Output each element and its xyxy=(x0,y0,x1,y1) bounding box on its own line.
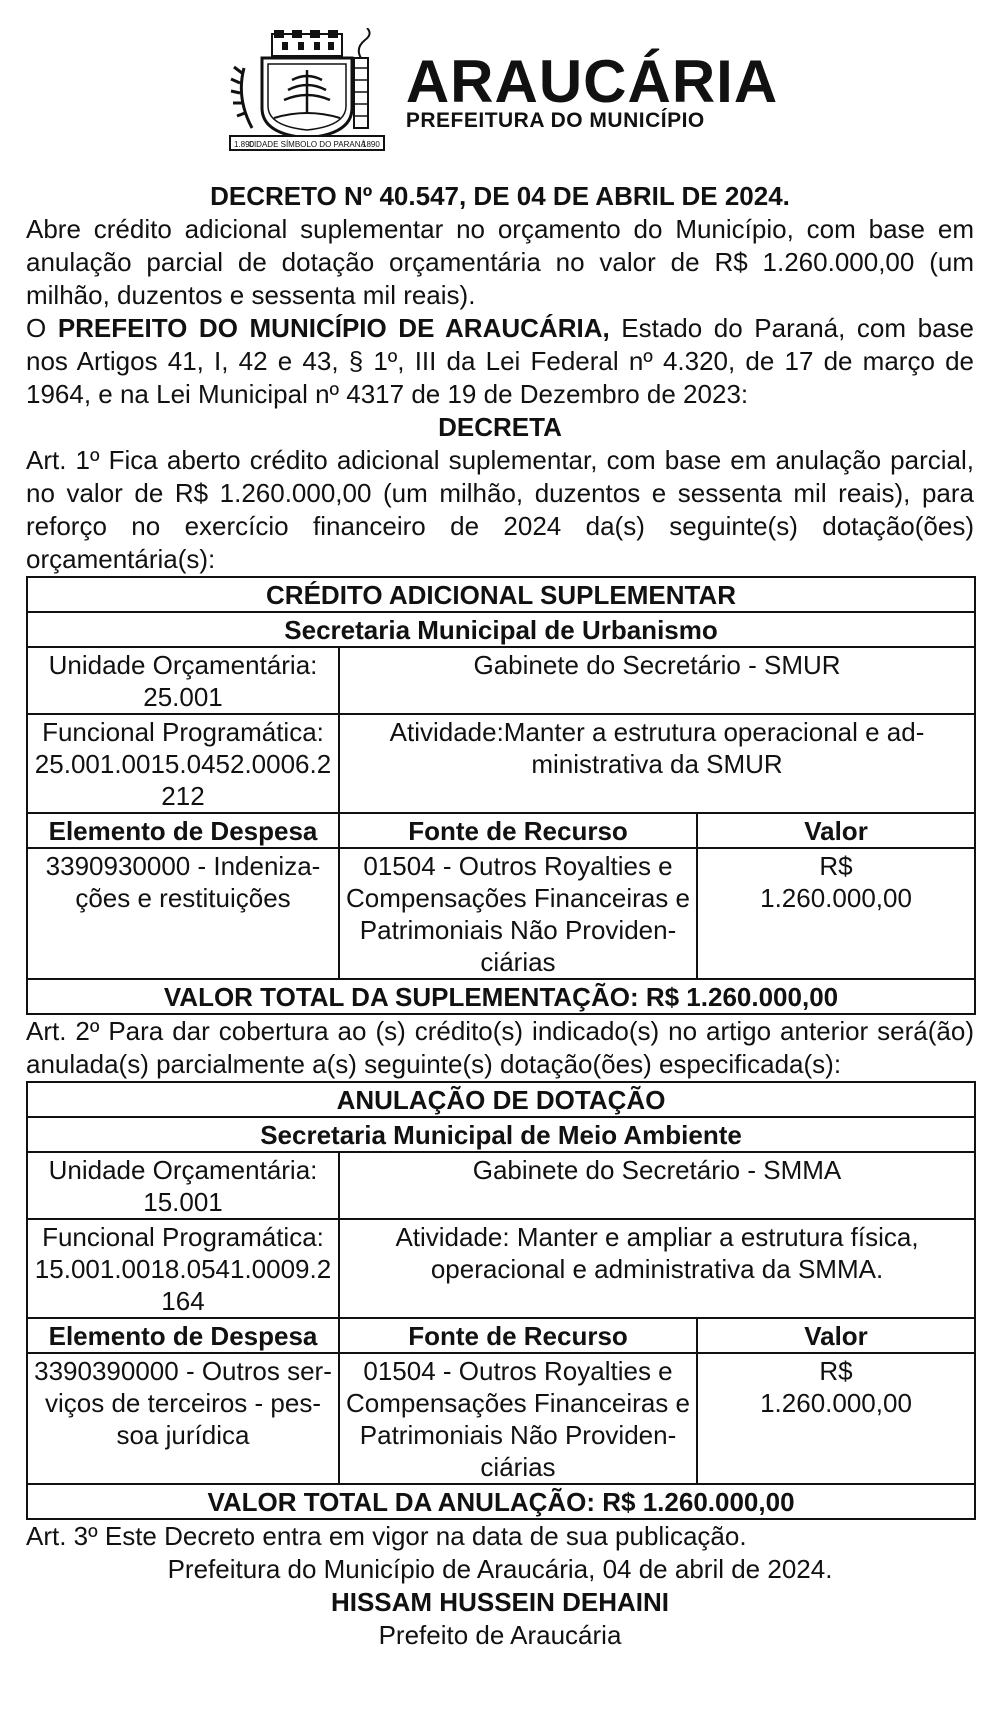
credit-col-fonte: Fonte de Recurso xyxy=(339,813,697,848)
annulment-col-valor: Valor xyxy=(697,1318,975,1353)
credit-unidade-name: Gabinete do Secretário - SMUR xyxy=(339,647,975,714)
annulment-col-fonte: Fonte de Recurso xyxy=(339,1318,697,1353)
annulment-atividade-cell xyxy=(339,1219,975,1318)
annulment-fonte-1: 01504 - Outros Royalties e xyxy=(363,1356,673,1386)
credit-funcional-code-2: 212 xyxy=(161,781,205,811)
credit-fonte-cell xyxy=(339,848,697,979)
annulment-atividade-1: Atividade: Manter e ampliar a estrutura física, xyxy=(395,1222,919,1252)
annulment-total: VALOR TOTAL DA ANULAÇÃO: R$ 1.260.000,00 xyxy=(27,1484,975,1519)
place-date: Prefeitura do Município de Araucária, 04 de abril de 2024. xyxy=(167,1554,833,1584)
annulment-col-elemento: Elemento de Despesa xyxy=(27,1318,339,1353)
annulment-table-title: ANULAÇÃO DE DOTAÇÃO xyxy=(27,1082,975,1117)
preamble-bold: PREFEITO DO MUNICÍPIO DE ARAUCÁRIA, xyxy=(57,313,610,343)
decreta-heading: DECRETA xyxy=(438,412,562,442)
credit-table xyxy=(26,576,976,1015)
credit-valor-cell xyxy=(697,848,975,979)
preamble-rest: Estado do Paraná, com base nos Artigos 41, I, 42 e 43, § 1º, III da Lei Federal nº 4.320, de 17 de março de 1964, e na Lei Municipal nº 4317 de 19 de Dezembro de 2023: xyxy=(26,313,975,409)
credit-fonte-1: 01504 - Outros Royalties e xyxy=(363,851,673,881)
signer-role: Prefeito de Araucária xyxy=(378,1620,622,1650)
annulment-funcional-cell xyxy=(27,1219,339,1318)
annulment-funcional-label: Funcional Programática: xyxy=(42,1222,324,1252)
annulment-elemento-2: viços de terceiros - pes- xyxy=(45,1388,321,1418)
credit-table-secretaria: Secretaria Municipal de Urbanismo xyxy=(27,612,975,647)
credit-funcional-code-1: 25.001.0015.0452.0006.2 xyxy=(34,749,332,779)
annulment-fonte-2: Compensações Financeiras e xyxy=(346,1388,690,1418)
credit-col-valor: Valor xyxy=(697,813,975,848)
credit-col-elemento: Elemento de Despesa xyxy=(27,813,339,848)
decree-ementa: Abre crédito adicional suplementar no orçamento do Município, com base em anulação parcial de dotação orçamentária no valor de R$ 1.260.000,00 (um milhão, duzentos e sessenta mil reais). xyxy=(26,214,974,310)
credit-atividade-2: ministrativa da SMUR xyxy=(531,749,783,779)
article-2: Art. 2º Para dar cobertura ao (s) crédito(s) indicado(s) no artigo anterior será(ão) anulada(s) parcialmente a(s) seguinte(s) dotação(ões) especificada(s): xyxy=(26,1016,974,1079)
brand-block xyxy=(405,48,779,132)
annulment-table xyxy=(26,1081,976,1520)
credit-valor-2: 1.260.000,00 xyxy=(760,883,912,913)
annulment-elemento-1: 3390390000 - Outros ser- xyxy=(34,1356,332,1386)
credit-table-title: CRÉDITO ADICIONAL SUPLEMENTAR xyxy=(27,577,975,612)
credit-fonte-3: Patrimoniais Não Providen- xyxy=(359,915,677,945)
credit-atividade-1: Atividade:Manter a estrutura operacional e ad- xyxy=(389,717,925,747)
credit-unidade-label: Unidade Orçamentária: xyxy=(48,650,318,680)
signer-name: HISSAM HUSSEIN DEHAINI xyxy=(330,1587,670,1617)
crest-year-left: 1.890 xyxy=(233,140,254,149)
header xyxy=(26,28,974,158)
annulment-valor-cell xyxy=(697,1353,975,1484)
annulment-funcional-code-2: 164 xyxy=(161,1286,205,1316)
decree-title: DECRETO Nº 40.547, DE 04 DE ABRIL DE 2024. xyxy=(210,181,790,211)
annulment-unidade-label: Unidade Orçamentária: xyxy=(48,1155,318,1185)
credit-valor-1: R$ xyxy=(819,851,853,881)
crest-ribbon-text: CIDADE SÍMBOLO DO PARANÁ xyxy=(248,140,366,149)
credit-fonte-2: Compensações Financeiras e xyxy=(346,883,690,913)
annulment-fonte-4: ciárias xyxy=(480,1452,556,1482)
brand-name: ARAUCÁRIA xyxy=(405,48,779,115)
credit-fonte-4: ciárias xyxy=(480,947,556,977)
annulment-elemento-cell xyxy=(27,1353,339,1484)
annulment-unidade-cell xyxy=(27,1152,339,1219)
annulment-unidade-name: Gabinete do Secretário - SMMA xyxy=(339,1152,975,1219)
annulment-unidade-code: 15.001 xyxy=(143,1187,223,1217)
credit-total: VALOR TOTAL DA SUPLEMENTAÇÃO: R$ 1.260.000,00 xyxy=(27,979,975,1014)
credit-atividade-cell xyxy=(339,714,975,813)
credit-funcional-label: Funcional Programática: xyxy=(42,717,324,747)
municipal-crest-icon xyxy=(222,28,392,158)
article-3: Art. 3º Este Decreto entra em vigor na data de sua publicação. xyxy=(26,1521,747,1551)
annulment-fonte-cell xyxy=(339,1353,697,1484)
annulment-valor-1: R$ xyxy=(819,1356,853,1386)
article-1: Art. 1º Fica aberto crédito adicional suplementar, com base em anulação parcial, no valor de R$ 1.260.000,00 (um milhão, duzentos e sessenta mil reais), para reforço no exercício financeiro de 2024 da(s) seguinte(s) dotação(ões) orçamentária(s): xyxy=(26,445,974,574)
credit-unidade-code: 25.001 xyxy=(143,682,223,712)
credit-unidade-cell xyxy=(27,647,339,714)
annulment-table-secretaria: Secretaria Municipal de Meio Ambiente xyxy=(27,1117,975,1152)
annulment-funcional-code-1: 15.001.0018.0541.0009.2 xyxy=(34,1254,332,1284)
credit-elemento-1: 3390930000 - Indeniza- xyxy=(45,851,321,881)
credit-elemento-2: ções e restituições xyxy=(75,883,291,913)
annulment-valor-2: 1.260.000,00 xyxy=(760,1388,912,1418)
annulment-elemento-3: soa jurídica xyxy=(116,1420,250,1450)
annulment-fonte-3: Patrimoniais Não Providen- xyxy=(359,1420,677,1450)
decree-preamble xyxy=(26,312,974,411)
brand-subtitle: PREFEITURA DO MUNICÍPIO xyxy=(405,109,705,132)
crest-year-right: 1890 xyxy=(361,140,380,149)
credit-funcional-cell xyxy=(27,714,339,813)
annulment-atividade-2: operacional e administrativa da SMMA. xyxy=(430,1254,884,1284)
credit-elemento-cell xyxy=(27,848,339,979)
preamble-prefix: O xyxy=(26,313,58,343)
